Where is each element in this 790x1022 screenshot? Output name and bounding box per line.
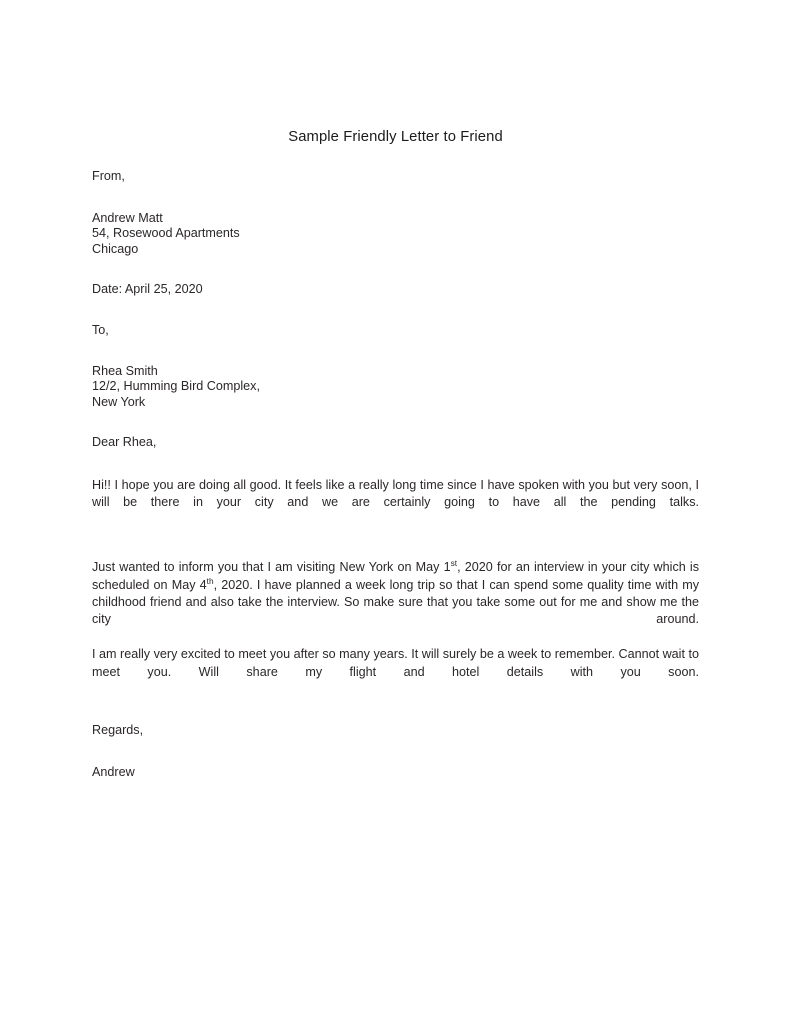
spacer-after-paragraph-3 <box>92 698 699 723</box>
spacer-after-sender-label <box>92 185 699 211</box>
closing: Regards, <box>92 723 144 738</box>
paragraph-2-text-a: Just wanted to inform you that I am visiting New York on May 1 <box>92 560 451 575</box>
body-paragraph-2 <box>92 559 699 646</box>
sender-label: From, <box>92 169 125 183</box>
signature: Andrew <box>92 765 135 779</box>
page-title: Sample Friendly Letter to Friend <box>288 129 503 145</box>
body-paragraph-1: Hi!! I hope you are doing all good. It feels like a really long time since I have spoken with you but very soon, I will be there in your city and we are certainly going to have all the pending talks. <box>92 477 699 510</box>
spacer-after-paragraph-1 <box>92 529 699 559</box>
salutation: Dear Rhea, <box>92 435 157 450</box>
spacer-after-salutation <box>92 451 699 477</box>
spacer-after-date <box>92 298 699 323</box>
recipient-street: 12/2, Humming Bird Complex, <box>92 379 260 394</box>
recipient-label: To, <box>92 322 109 337</box>
recipient-address-block <box>92 364 699 411</box>
paragraph-2-text-c: , 2020. I have planned a week long trip so that I can spend some quality time with my childhood friend and also take the interview. So make sure that you take some out for me and show me the city around. <box>92 577 699 627</box>
paragraph-2-text-b: , 2020 for an interview in your city which is scheduled on May 4 <box>92 560 700 592</box>
spacer-after-recipient-address <box>92 410 699 435</box>
sender-street: 54, Rosewood Apartments <box>92 226 240 241</box>
sender-name: Andrew Matt <box>92 210 163 225</box>
recipient-name: Rhea Smith <box>92 363 158 378</box>
sender-address-block <box>92 211 699 258</box>
sender-city: Chicago <box>92 241 139 256</box>
spacer-after-recipient-label <box>92 339 699 364</box>
recipient-city: New York <box>92 394 146 409</box>
ordinal-suffix-th: th <box>206 575 214 586</box>
letter-body <box>92 128 699 781</box>
ordinal-suffix-st: st <box>450 557 458 568</box>
spacer-after-closing <box>92 739 699 765</box>
body-paragraph-3: I am really very excited to meet you after so many years. It will surely be a week to remember. Cannot wait to meet you. Will share my flight and hotel details with you soon. <box>92 647 699 679</box>
spacer-after-sender-address <box>92 257 699 282</box>
date-line: Date: April 25, 2020 <box>92 282 203 297</box>
